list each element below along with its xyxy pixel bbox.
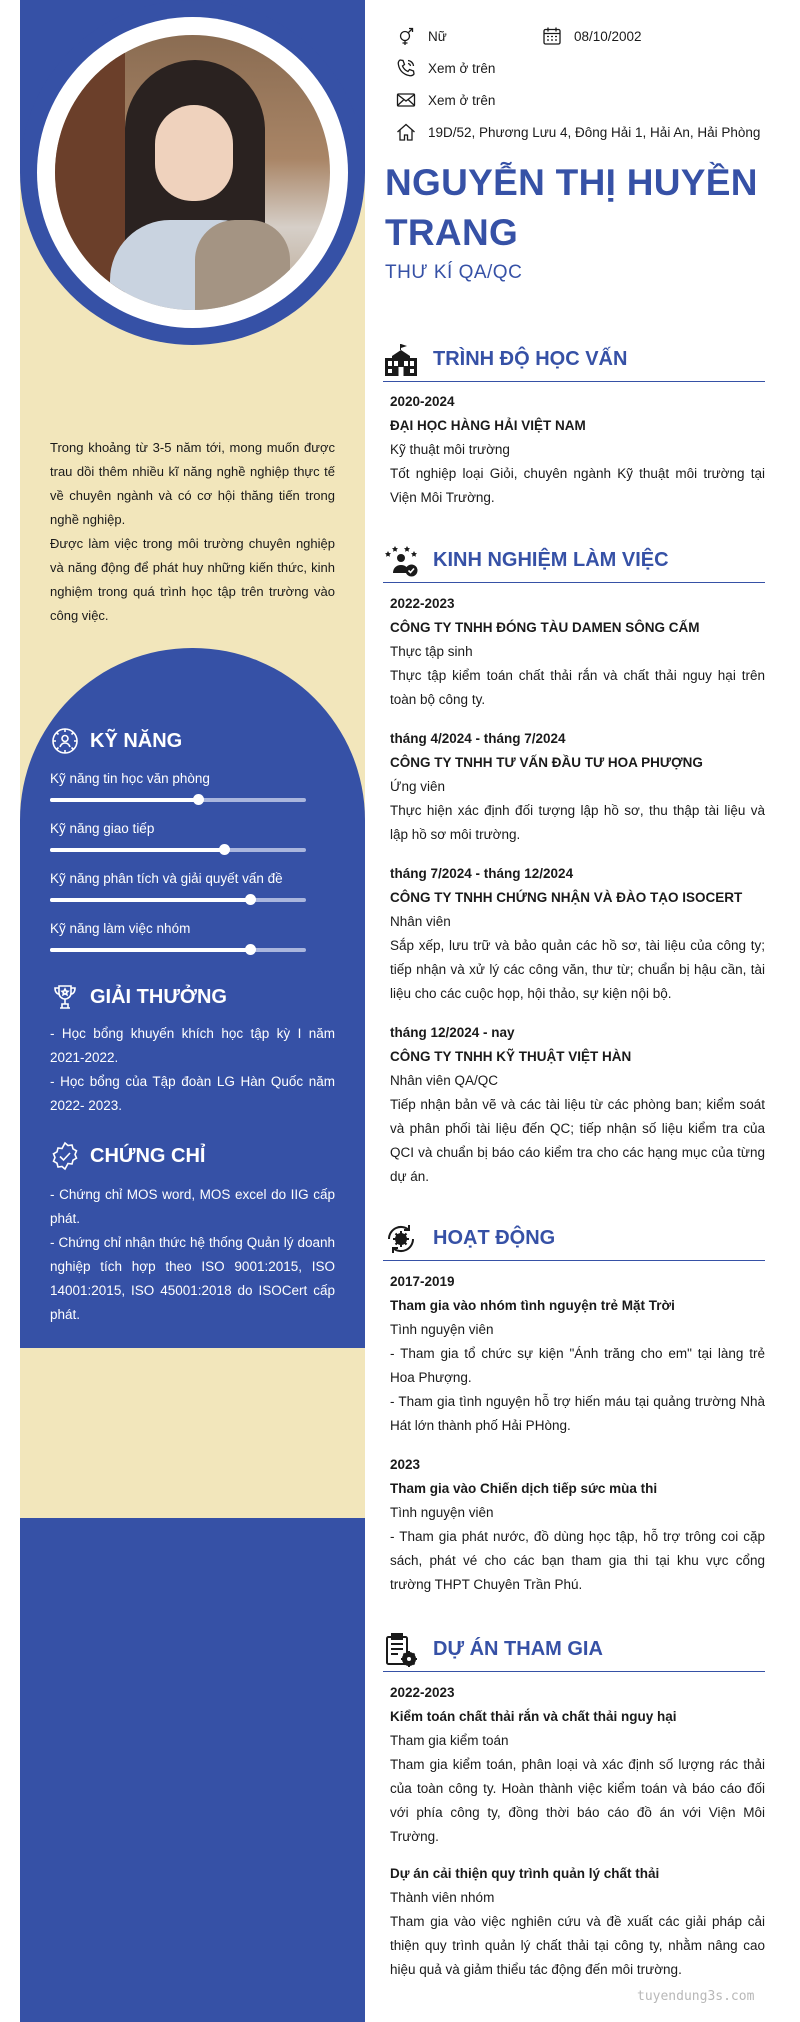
- certificates-list: [50, 1183, 335, 1327]
- entry-date: 2017-2019: [390, 1274, 455, 1289]
- entry-organization: Dự án cải thiện quy trình quản lý chất thải: [390, 1866, 660, 1881]
- entry-description: - Tham gia tình nguyện hỗ trợ hiến máu tại quảng trường Nhà Hát lớn thành phố Hải PHòng.: [390, 1394, 765, 1433]
- awards-list: [50, 1022, 335, 1118]
- entry-position: Thành viên nhóm: [390, 1890, 495, 1905]
- skill-bar: [50, 798, 306, 802]
- mail-icon: [396, 90, 416, 110]
- phone-row: [396, 58, 495, 78]
- experience-entry: [390, 727, 765, 847]
- gear-cycle-icon: [383, 1221, 419, 1257]
- left-column: [20, 0, 365, 2022]
- entry-organization: Tham gia vào nhóm tình nguyện trẻ Mặt Trời: [390, 1298, 675, 1313]
- address-row: [396, 122, 760, 142]
- skill-bar-knob: [219, 844, 230, 855]
- skill-label: Kỹ năng giao tiếp: [50, 821, 155, 836]
- skill-item: [50, 921, 310, 952]
- entry-position: Thực tập sinh: [390, 644, 473, 659]
- entry-organization: CÔNG TY TNHH KỸ THUẬT VIỆT HÀN: [390, 1049, 632, 1064]
- left-blue-footer: [20, 1518, 365, 2022]
- project-entry: [390, 1862, 765, 1982]
- entry-position: Tham gia kiểm toán: [390, 1733, 509, 1748]
- experience-entry: [390, 1021, 765, 1189]
- gender-row: [396, 26, 447, 46]
- activities-title: HOẠT ĐỘNG: [433, 1227, 556, 1249]
- watermark: tuyendung3s.com: [637, 1989, 755, 2004]
- entry-date: tháng 4/2024 - tháng 7/2024: [390, 731, 566, 746]
- entry-description: Tiếp nhận bản vẽ và các tài liệu từ các phòng ban; kiểm soát và phân phối tài liệu đến QC; tiếp nhận số liệu kiểm tra của QCI và chuẩn bị báo cáo kiểm tra cho các hạng mục của từng dự án.: [390, 1097, 765, 1184]
- entry-description: Thực hiện xác định đối tượng lập hồ sơ, thu thập tài liệu và lập hồ sơ môi trường.: [390, 803, 765, 842]
- entry-date: 2022-2023: [390, 1685, 455, 1700]
- education-heading: [383, 338, 765, 382]
- entry-description: Sắp xếp, lưu trữ và bảo quản các hồ sơ, tài liệu của công ty; tiếp nhận và xử lý các công văn, thư từ; chuẩn bị hậu cần, tài liệu cho các cuộc họp, hội thảo, sự kiện nội bộ.: [390, 938, 765, 1001]
- entry-organization: CÔNG TY TNHH CHỨNG NHẬN VÀ ĐÀO TẠO ISOCERT: [390, 890, 743, 905]
- certificate-item: - Chứng chỉ nhận thức hệ thống Quản lý doanh nghiệp tích hợp theo ISO 9001:2015, ISO 14001:2015, ISO 45001:2018 do ISOCert cấp phát.: [50, 1235, 335, 1322]
- skill-bar: [50, 948, 306, 952]
- candidate-name: [385, 158, 785, 258]
- awards-title: GIẢI THƯỞNG: [90, 985, 227, 1008]
- entry-description: Tham gia vào việc nghiên cứu và đề xuất các giải pháp cải thiện quy trình quản lý chất thải tại công ty, nhằm nâng cao hiệu quả và giảm thiểu tác động đến môi trường.: [390, 1914, 765, 1977]
- education-title: TRÌNH ĐỘ HỌC VẤN: [433, 348, 628, 370]
- awards-heading: [50, 982, 227, 1012]
- skill-bar-fill: [50, 898, 250, 902]
- skill-bar-fill: [50, 798, 198, 802]
- certificates-heading: [50, 1141, 205, 1171]
- entry-date: 2023: [390, 1457, 421, 1472]
- entry-position: Nhân viên QA/QC: [390, 1073, 499, 1088]
- entry-position: Nhân viên: [390, 914, 451, 929]
- badge-check-icon: [50, 1141, 80, 1171]
- entry-organization: Kiểm toán chất thải rắn và chất thải nguy hại: [390, 1709, 677, 1724]
- home-icon: [396, 122, 416, 142]
- phone-icon: [396, 58, 416, 78]
- entry-position: Ứng viên: [390, 779, 446, 794]
- skill-label: Kỹ năng phân tích và giải quyết vấn đề: [50, 871, 283, 886]
- skill-bar: [50, 848, 306, 852]
- entry-organization: CÔNG TY TNHH TƯ VẤN ĐẦU TƯ HOA PHƯỢNG: [390, 755, 703, 770]
- entry-date: 2020-2024: [390, 394, 455, 409]
- calendar-icon: [542, 26, 562, 46]
- experience-heading: [383, 539, 765, 583]
- skill-item: [50, 771, 310, 802]
- gender-icon: [396, 26, 416, 46]
- trophy-icon: [50, 982, 80, 1012]
- phone-value: Xem ở trên: [428, 60, 496, 76]
- gender-value: Nữ: [428, 28, 447, 44]
- entry-description: - Tham gia phát nước, đồ dùng học tập, hỗ trợ trông coi cặp sách, phát vé cho các bạn tham gia thi tại khu vực cổng trường THPT Chuyên Trần Phú.: [390, 1529, 765, 1592]
- education-entry: [390, 390, 765, 510]
- experience-entry: [390, 592, 765, 712]
- skill-label: Kỹ năng làm việc nhóm: [50, 921, 191, 936]
- entry-organization: ĐẠI HỌC HÀNG HẢI VIỆT NAM: [390, 418, 586, 433]
- project-entry: [390, 1681, 765, 1849]
- entry-description: Thực tập kiểm toán chất thải rắn và chất thải nguy hại trên toàn bộ công ty.: [390, 668, 765, 707]
- entry-date: tháng 7/2024 - tháng 12/2024: [390, 866, 574, 881]
- clipboard-gear-icon: [383, 1632, 419, 1668]
- certificates-title: CHỨNG CHỈ: [90, 1144, 206, 1167]
- skill-bar-knob: [245, 944, 256, 955]
- school-icon: [383, 342, 419, 378]
- skill-bar-fill: [50, 848, 224, 852]
- entry-position: Tình nguyện viên: [390, 1322, 494, 1337]
- objective-paragraph: Được làm việc trong môi trường chuyên nghiệp và năng động để phát huy những kiến thức, kinh nghiệm trong quá trình học tập trên trường vào công việc.: [50, 536, 335, 623]
- entry-date: tháng 12/2024 - nay: [390, 1025, 515, 1040]
- skill-label: Kỹ năng tin học văn phòng: [50, 771, 210, 786]
- activity-entry: [390, 1270, 765, 1438]
- award-item: - Học bổng của Tập đoàn LG Hàn Quốc năm 2022- 2023.: [50, 1074, 335, 1113]
- projects-title: DỰ ÁN THAM GIA: [433, 1638, 603, 1660]
- avatar: [55, 35, 330, 310]
- birthdate-row: [542, 26, 642, 46]
- job-title: THƯ KÍ QA/QC: [385, 262, 523, 283]
- entry-organization: CÔNG TY TNHH ĐÓNG TÀU DAMEN SÔNG CẤM: [390, 620, 700, 635]
- entry-description: Tham gia kiểm toán, phân loại và xác định số lượng rác thải của toàn công ty. Hoàn thành việc kiểm toán và báo cáo đối với phía công ty, đồng thời báo cáo đồ án với Viện Môi Trường.: [390, 1757, 765, 1844]
- skill-bar: [50, 898, 306, 902]
- skill-item: [50, 821, 310, 852]
- entry-organization: Tham gia vào Chiến dịch tiếp sức mùa thi: [390, 1481, 658, 1496]
- skills-title: KỸ NĂNG: [90, 729, 183, 752]
- address-value: 19D/52, Phương Lưu 4, Đông Hải 1, Hải An, Hải Phòng: [428, 124, 761, 140]
- skill-bar-knob: [245, 894, 256, 905]
- skills-heading: [50, 726, 182, 756]
- skill-item: [50, 871, 310, 902]
- entry-date: 2022-2023: [390, 596, 455, 611]
- activity-entry: [390, 1453, 765, 1597]
- activities-heading: [383, 1217, 765, 1261]
- career-objective: [50, 436, 335, 628]
- name-line: NGUYỄN THỊ HUYỀN: [385, 162, 758, 203]
- entry-position: Tình nguyện viên: [390, 1505, 494, 1520]
- entry-position: Kỹ thuật môi trường: [390, 442, 510, 457]
- award-item: - Học bổng khuyến khích học tập kỳ I năm 2021-2022.: [50, 1026, 335, 1065]
- birthdate-value: 08/10/2002: [574, 28, 642, 44]
- email-row: [396, 90, 495, 110]
- skill-bar-fill: [50, 948, 250, 952]
- entry-description: Tốt nghiệp loại Giỏi, chuyên ngành Kỹ thuật môi trường tại Viện Môi Trường.: [390, 466, 765, 505]
- projects-heading: [383, 1628, 765, 1672]
- team-star-icon: [383, 543, 419, 579]
- entry-description: - Tham gia tổ chức sự kiện "Ánh trăng cho em" tại làng trẻ Hoa Phượng.: [390, 1346, 765, 1385]
- skill-bar-knob: [193, 794, 204, 805]
- certificate-item: - Chứng chỉ MOS word, MOS excel do IIG cấp phát.: [50, 1187, 335, 1226]
- email-value: Xem ở trên: [428, 92, 496, 108]
- experience-entry: [390, 862, 765, 1006]
- gear-person-icon: [50, 726, 80, 756]
- experience-title: KINH NGHIỆM LÀM VIỆC: [433, 549, 669, 571]
- name-line: TRANG: [385, 212, 519, 253]
- objective-paragraph: Trong khoảng từ 3-5 năm tới, mong muốn được trau dồi thêm nhiều kĩ năng nghề nghiệp thực tế về chuyên ngành và có cơ hội thăng tiến trong nghề nghiệp.: [50, 440, 335, 527]
